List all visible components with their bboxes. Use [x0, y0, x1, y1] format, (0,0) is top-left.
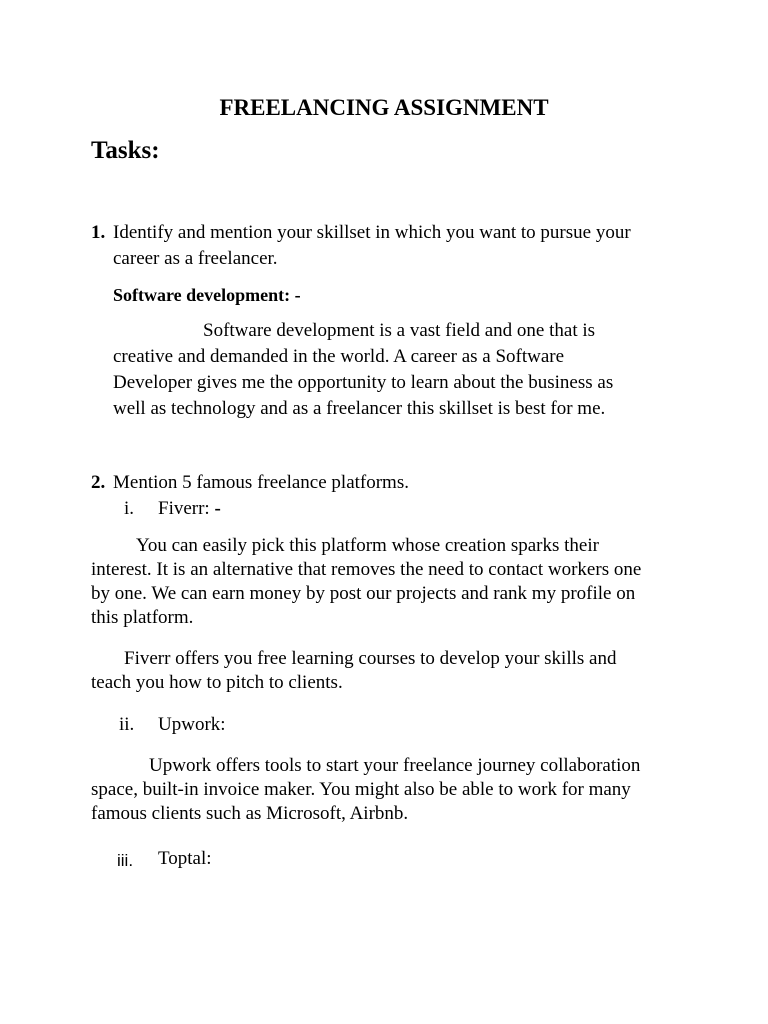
fiverr-label-text: Fiverr: — [158, 498, 215, 519]
fiverr-para2-line-1: Fiverr offers you free learning courses to develop your skills and — [124, 648, 617, 669]
upwork-para-line-3: famous clients such as Microsoft, Airbnb. — [91, 803, 409, 824]
fiverr-numeral: i. — [124, 498, 135, 519]
upwork-para-line-2: space, built-in invoice maker. You might also be able to work for many — [91, 779, 631, 800]
tasks-heading: Tasks: — [91, 137, 160, 164]
toptal-numeral: iii. — [117, 851, 134, 870]
task-1-text-line-2: career as a freelancer. — [113, 248, 278, 269]
toptal-label: Toptal: — [158, 848, 212, 869]
software-para-line-4: well as technology and as a freelancer this skillset is best for me. — [113, 398, 606, 419]
document-title: FREELANCING ASSIGNMENT — [219, 95, 549, 120]
fiverr-para1-line-2: interest. It is an alternative that removes the need to contact workers one — [91, 559, 642, 580]
upwork-para-line-1: Upwork offers tools to start your freelance journey collaboration — [149, 755, 641, 776]
upwork-numeral: ii. — [119, 714, 135, 735]
fiverr-para1-line-1: You can easily pick this platform whose creation sparks their — [136, 535, 599, 556]
software-para-line-3: Developer gives me the opportunity to learn about the business as — [113, 372, 614, 393]
task-2-number: 2. — [91, 472, 106, 493]
task-2-text: Mention 5 famous freelance platforms. — [113, 472, 409, 493]
fiverr-label-dash: - — [214, 498, 221, 519]
fiverr-para1-line-4: this platform. — [91, 607, 194, 628]
fiverr-para1-line-3: by one. We can earn money by post our projects and rank my profile on — [91, 583, 636, 604]
fiverr-label — [158, 496, 221, 522]
task-1-text-line-1: Identify and mention your skillset in which you want to pursue your — [113, 222, 631, 243]
software-development-heading: Software development: - — [113, 285, 301, 305]
software-para-line-2: creative and demanded in the world. A career as a Software — [113, 346, 565, 367]
fiverr-para2-line-2: teach you how to pitch to clients. — [91, 672, 343, 693]
software-para-line-1: Software development is a vast field and one that is — [203, 320, 596, 341]
task-1-number: 1. — [91, 222, 106, 243]
upwork-label: Upwork: — [158, 714, 226, 735]
